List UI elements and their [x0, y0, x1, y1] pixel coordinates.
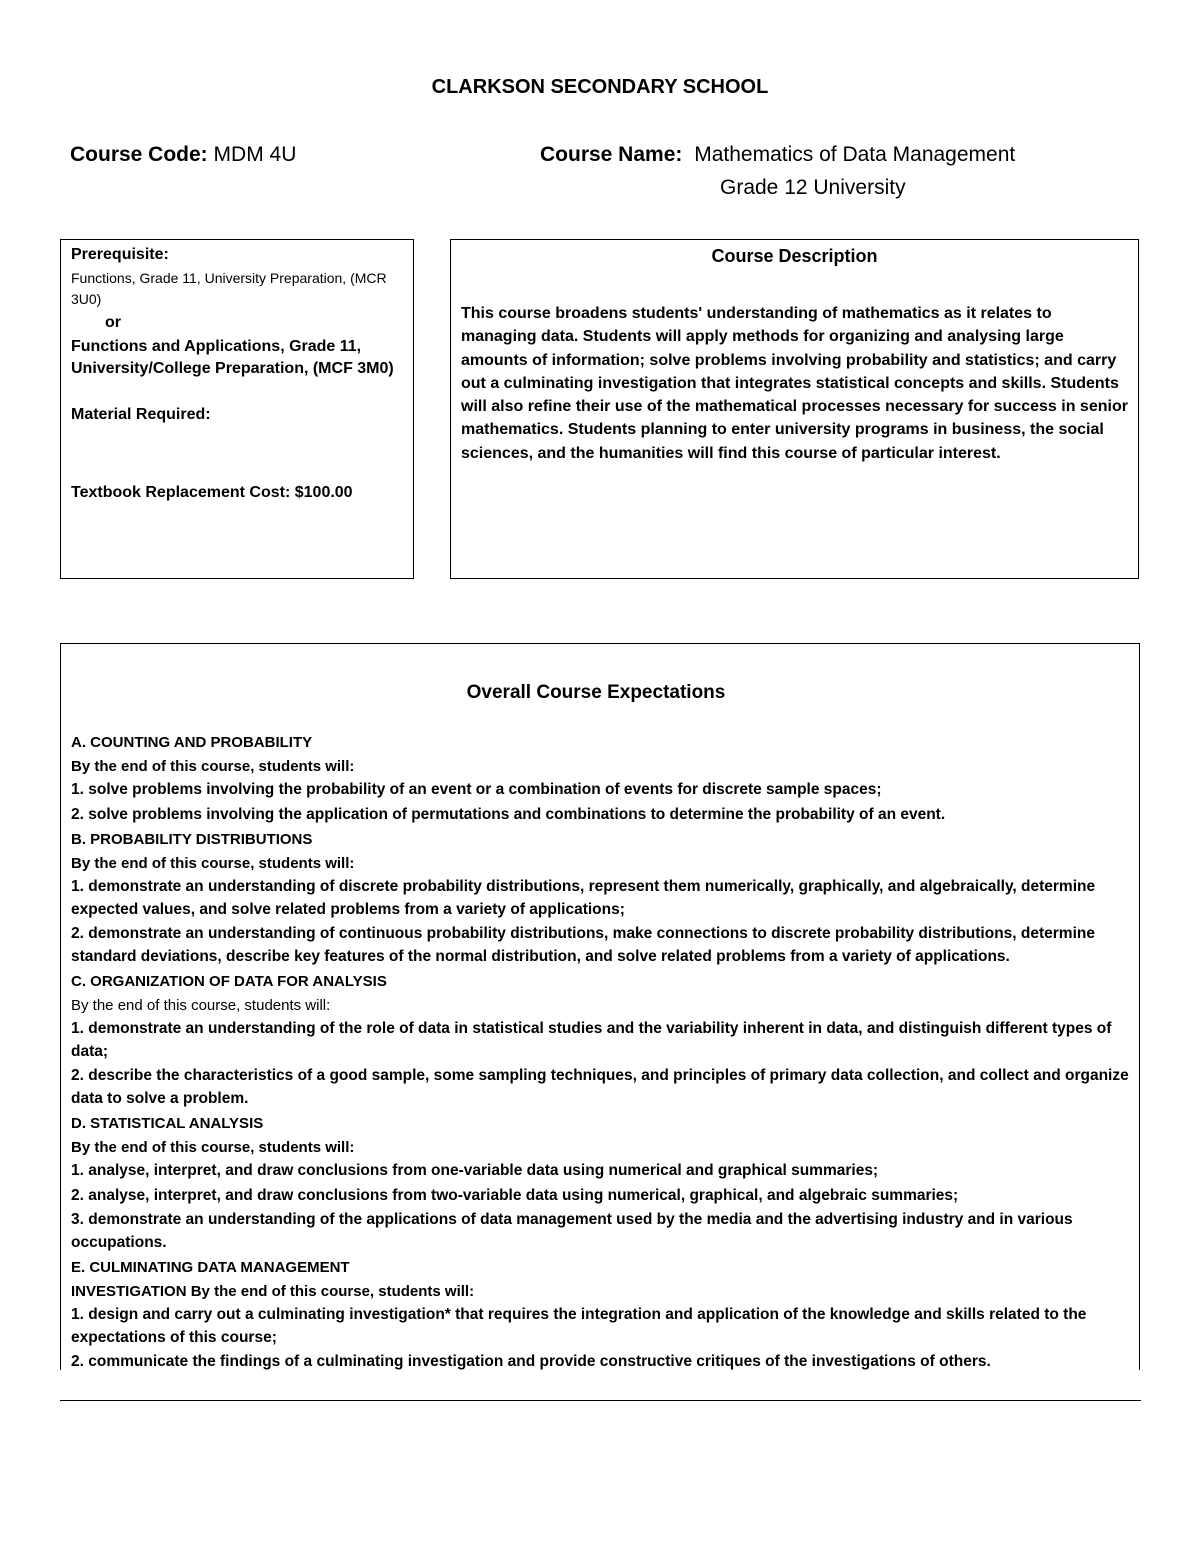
expectations-heading: Overall Course Expectations: [466, 682, 726, 703]
expectation-item: 2. solve problems involving the application of permutations and combinations to determine the probability of an event.: [71, 805, 946, 823]
course-name-label: Course Name:: [540, 143, 683, 166]
section-title: D. STATISTICAL ANALYSIS: [71, 1115, 264, 1132]
prerequisite-or: or: [105, 314, 121, 331]
expectation-section-a: [71, 731, 1131, 826]
expectations-bottom-rule: [60, 1400, 1141, 1401]
section-title: A. COUNTING AND PROBABILITY: [71, 734, 313, 751]
expectation-section-b: [71, 828, 1131, 968]
expectation-section-c: [71, 970, 1131, 1110]
course-grade: Grade 12 University: [720, 176, 906, 199]
section-title: E. CULMINATING DATA MANAGEMENT: [71, 1259, 350, 1276]
section-intro: By the end of this course, students will:: [71, 997, 331, 1014]
expectation-item: 2. communicate the findings of a culminating investigation and provide constructive critiques of the investigations of others.: [71, 1353, 991, 1370]
textbook-replacement-cost: Textbook Replacement Cost: $100.00: [71, 484, 353, 501]
expectation-item: 1. demonstrate an understanding of the role of data in statistical studies and the variability inherent in data, and distinguish different types of data;: [71, 1020, 1112, 1060]
expectation-item: 2. analyse, interpret, and draw conclusions from two-variable data using numerical, graphical, and algebraic summaries;: [71, 1186, 959, 1204]
course-code: [70, 143, 296, 167]
expectation-item: 2. describe the characteristics of a good sample, some sampling techniques, and principles of primary data collection, and collect and organize data to solve a problem.: [71, 1067, 1129, 1107]
expectation-item: 1. design and carry out a culminating investigation* that requires the integration and application of the knowledge and skills related to the expectations of this course;: [71, 1306, 1087, 1346]
section-intro: INVESTIGATION By the end of this course, students will:: [71, 1283, 475, 1300]
expectation-item: 1. solve problems involving the probability of an event or a combination of events for discrete sample spaces;: [71, 781, 882, 798]
course-code-label: Course Code:: [70, 143, 208, 166]
section-title: C. ORGANIZATION OF DATA FOR ANALYSIS: [71, 973, 387, 990]
expectation-item: 3. demonstrate an understanding of the applications of data management used by the media and the advertising industry and in various occupations.: [71, 1211, 1073, 1251]
expectation-item: 1. analyse, interpret, and draw conclusions from one-variable data using numerical and graphical summaries;: [71, 1162, 879, 1179]
section-intro: By the end of this course, students will:: [71, 1139, 355, 1156]
expectation-section-e: [71, 1256, 1131, 1374]
prerequisite-option-2: Functions and Applications, Grade 11, University/College Preparation, (MCF 3M0): [71, 338, 394, 377]
expectations-content: [71, 678, 1131, 1376]
course-description-box: [450, 239, 1139, 579]
section-intro: By the end of this course, students will:: [71, 758, 355, 775]
school-title: CLARKSON SECONDARY SCHOOL: [431, 76, 769, 98]
prerequisite-heading: Prerequisite:: [71, 246, 169, 263]
prerequisite-box: [60, 239, 414, 579]
course-description-text: This course broadens students' understanding of mathematics as it relates to managing data. Students will apply methods for organizing and analysing large amounts of information; solve problems involving probability and statistics; and carry out a culminating investigation that integrates statistical concepts and skills. Students will also refine their use of the mathematical processes necessary for success in senior mathematics. Students planning to enter university programs in business, the social sciences, and the humanities will find this course of particular interest.: [461, 305, 1128, 462]
expectation-item: 1. demonstrate an understanding of discrete probability distributions, represent them numerically, graphically, and algebraically, determine expected values, and solve related problems from a variety of applications;: [71, 878, 1096, 918]
course-name: [540, 143, 1015, 167]
section-title: B. PROBABILITY DISTRIBUTIONS: [71, 831, 313, 848]
course-description-heading: Course Description: [711, 246, 878, 266]
course-name-value: Mathematics of Data Management: [694, 143, 1016, 166]
section-intro: By the end of this course, students will:: [71, 855, 355, 872]
expectation-section-d: [71, 1112, 1131, 1254]
expectation-item: 2. demonstrate an understanding of continuous probability distributions, make connections to discrete probability distributions, determine standard deviations, describe key features of the normal distribution, and solve related problems from a variety of applications.: [71, 925, 1095, 965]
material-required: Material Required:: [71, 406, 211, 423]
prerequisite-option-1: Functions, Grade 11, University Preparation, (MCR 3U0): [71, 270, 387, 307]
course-code-value: MDM 4U: [213, 143, 297, 166]
